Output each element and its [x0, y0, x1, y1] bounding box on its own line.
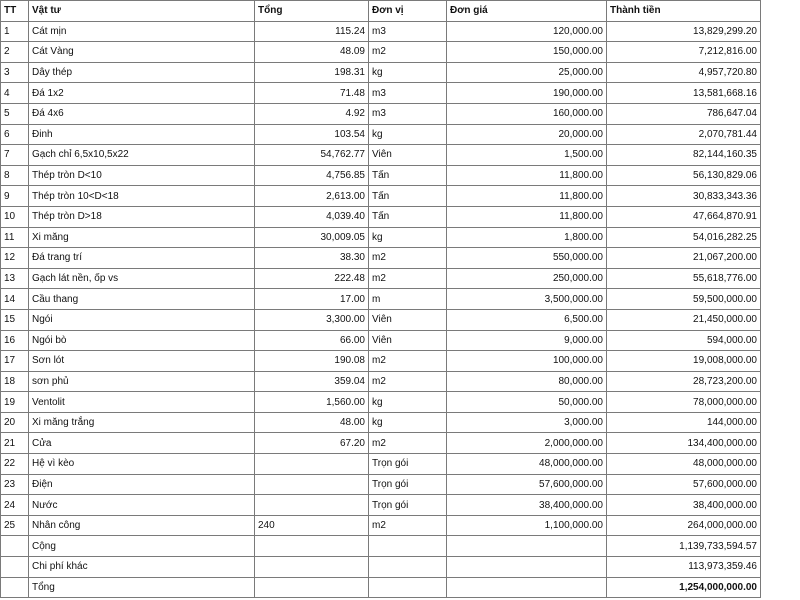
- cell-amount[interactable]: 594,000.00: [607, 330, 761, 351]
- cell-unit-price[interactable]: 3,500,000.00: [447, 289, 607, 310]
- cell-unit-price[interactable]: 190,000.00: [447, 83, 607, 104]
- cell-unit[interactable]: Tấn: [369, 206, 447, 227]
- cell-unit-price[interactable]: 1,800.00: [447, 227, 607, 248]
- cell-unit[interactable]: m2: [369, 371, 447, 392]
- cell-unit[interactable]: Viên: [369, 309, 447, 330]
- cell-amount[interactable]: 13,581,668.16: [607, 83, 761, 104]
- cell-tt[interactable]: 4: [1, 83, 29, 104]
- cell-quantity[interactable]: [255, 577, 369, 598]
- cell-material[interactable]: Thép tròn D<10: [29, 165, 255, 186]
- cell-amount[interactable]: 54,016,282.25: [607, 227, 761, 248]
- summary-amount[interactable]: 1,139,733,594.57: [607, 536, 761, 557]
- cell-unit-price[interactable]: 3,000.00: [447, 412, 607, 433]
- summary-label[interactable]: Cộng: [29, 536, 255, 557]
- cell-quantity[interactable]: [255, 495, 369, 516]
- table-row: [1, 206, 761, 227]
- cell-quantity[interactable]: 66.00: [255, 330, 369, 351]
- cell-unit[interactable]: kg: [369, 392, 447, 413]
- cell-amount[interactable]: 264,000,000.00: [607, 515, 761, 536]
- cell-unit-price[interactable]: 11,800.00: [447, 206, 607, 227]
- cell-unit-price[interactable]: 1,500.00: [447, 145, 607, 166]
- cell-unit-price[interactable]: 100,000.00: [447, 351, 607, 372]
- table-row: [1, 289, 761, 310]
- cell-unit[interactable]: m2: [369, 515, 447, 536]
- table-row: [1, 62, 761, 83]
- cell-amount[interactable]: 56,130,829.06: [607, 165, 761, 186]
- summary-row: [1, 577, 761, 598]
- cell-unit-price[interactable]: 120,000.00: [447, 21, 607, 42]
- table-row: [1, 330, 761, 351]
- cell-material[interactable]: Nước: [29, 495, 255, 516]
- cell-amount[interactable]: 28,723,200.00: [607, 371, 761, 392]
- cell-material[interactable]: Thép tròn D>18: [29, 206, 255, 227]
- cell-unit-price[interactable]: 6,500.00: [447, 309, 607, 330]
- cell-tt[interactable]: 3: [1, 62, 29, 83]
- cell-amount[interactable]: 19,008,000.00: [607, 351, 761, 372]
- page-edge: [784, 0, 800, 600]
- cell-material[interactable]: Xi măng trắng: [29, 412, 255, 433]
- cell-tt[interactable]: 12: [1, 248, 29, 269]
- cell-unit[interactable]: Trọn gói: [369, 474, 447, 495]
- cell-quantity[interactable]: 38.30: [255, 248, 369, 269]
- header-unit-price[interactable]: Đơn giá: [447, 1, 607, 22]
- cell-unit-price[interactable]: 11,800.00: [447, 186, 607, 207]
- cell-quantity[interactable]: [255, 536, 369, 557]
- cell-amount[interactable]: 47,664,870.91: [607, 206, 761, 227]
- table-row: [1, 371, 761, 392]
- cell-material[interactable]: Ngói bò: [29, 330, 255, 351]
- table-row: [1, 227, 761, 248]
- summary-amount[interactable]: 1,254,000,000.00: [607, 577, 761, 598]
- cell-material[interactable]: Cầu thang: [29, 289, 255, 310]
- cell-tt[interactable]: 2: [1, 42, 29, 63]
- summary-amount[interactable]: 113,973,359.46: [607, 557, 761, 578]
- cell-unit[interactable]: m3: [369, 103, 447, 124]
- summary-row: [1, 536, 761, 557]
- cell-quantity[interactable]: 190.08: [255, 351, 369, 372]
- table-row: [1, 248, 761, 269]
- cell-tt[interactable]: 7: [1, 145, 29, 166]
- cell-amount[interactable]: 48,000,000.00: [607, 454, 761, 475]
- cell-tt[interactable]: 8: [1, 165, 29, 186]
- table-row: [1, 454, 761, 475]
- cell-quantity[interactable]: 17.00: [255, 289, 369, 310]
- cell-material[interactable]: Cát mịn: [29, 21, 255, 42]
- cell-amount[interactable]: 7,212,816.00: [607, 42, 761, 63]
- cell-unit[interactable]: Viên: [369, 145, 447, 166]
- cell-tt[interactable]: 14: [1, 289, 29, 310]
- cell-unit-price[interactable]: 9,000.00: [447, 330, 607, 351]
- header-unit[interactable]: Đơn vị: [369, 1, 447, 22]
- cell-unit[interactable]: Trọn gói: [369, 495, 447, 516]
- cell-material[interactable]: Nhân công: [29, 515, 255, 536]
- cell-tt[interactable]: 11: [1, 227, 29, 248]
- cell-unit[interactable]: m2: [369, 268, 447, 289]
- cell-unit-price[interactable]: 20,000.00: [447, 124, 607, 145]
- table-row: [1, 392, 761, 413]
- cell-quantity[interactable]: [255, 454, 369, 475]
- cell-material[interactable]: Gạch chỉ 6,5x10,5x22: [29, 145, 255, 166]
- cell-unit-price[interactable]: [447, 536, 607, 557]
- header-material[interactable]: Vật tư: [29, 1, 255, 22]
- header-quantity[interactable]: Tổng: [255, 1, 369, 22]
- cell-amount[interactable]: 82,144,160.35: [607, 145, 761, 166]
- cell-unit[interactable]: m2: [369, 351, 447, 372]
- table-row: [1, 21, 761, 42]
- cell-tt[interactable]: 10: [1, 206, 29, 227]
- header-amount[interactable]: Thành tiền: [607, 1, 761, 22]
- cell-tt[interactable]: [1, 557, 29, 578]
- cell-tt[interactable]: 21: [1, 433, 29, 454]
- cell-unit-price[interactable]: 57,600,000.00: [447, 474, 607, 495]
- cell-tt[interactable]: 13: [1, 268, 29, 289]
- cell-material[interactable]: Dây thép: [29, 62, 255, 83]
- cell-quantity[interactable]: 222.48: [255, 268, 369, 289]
- cell-unit[interactable]: m2: [369, 248, 447, 269]
- table-row: [1, 351, 761, 372]
- cell-unit[interactable]: [369, 577, 447, 598]
- cell-amount[interactable]: 38,400,000.00: [607, 495, 761, 516]
- cell-unit[interactable]: Tấn: [369, 165, 447, 186]
- cell-unit-price[interactable]: 150,000.00: [447, 42, 607, 63]
- table-row: [1, 186, 761, 207]
- cell-unit[interactable]: kg: [369, 412, 447, 433]
- cell-unit-price[interactable]: 160,000.00: [447, 103, 607, 124]
- cell-quantity[interactable]: 67.20: [255, 433, 369, 454]
- cell-quantity[interactable]: 4,756.85: [255, 165, 369, 186]
- cell-quantity[interactable]: 4.92: [255, 103, 369, 124]
- cell-unit-price[interactable]: 25,000.00: [447, 62, 607, 83]
- cell-quantity[interactable]: 54,762.77: [255, 145, 369, 166]
- cell-quantity[interactable]: 3,300.00: [255, 309, 369, 330]
- cell-material[interactable]: Gạch lát nền, ốp vs: [29, 268, 255, 289]
- cell-unit-price[interactable]: 38,400,000.00: [447, 495, 607, 516]
- table-row: [1, 145, 761, 166]
- table-row: [1, 42, 761, 63]
- table-row: [1, 433, 761, 454]
- cell-amount[interactable]: 4,957,720.80: [607, 62, 761, 83]
- cell-tt[interactable]: 23: [1, 474, 29, 495]
- cell-quantity[interactable]: 2,613.00: [255, 186, 369, 207]
- cell-tt[interactable]: 18: [1, 371, 29, 392]
- cell-unit-price[interactable]: 1,100,000.00: [447, 515, 607, 536]
- cell-amount[interactable]: 59,500,000.00: [607, 289, 761, 310]
- cell-quantity[interactable]: 240: [255, 515, 369, 536]
- cell-tt[interactable]: 1: [1, 21, 29, 42]
- cell-tt[interactable]: 6: [1, 124, 29, 145]
- cell-unit[interactable]: m3: [369, 83, 447, 104]
- cell-amount[interactable]: 57,600,000.00: [607, 474, 761, 495]
- table-row: [1, 474, 761, 495]
- cell-amount[interactable]: 30,833,343.36: [607, 186, 761, 207]
- cell-tt[interactable]: [1, 536, 29, 557]
- cell-unit-price[interactable]: [447, 557, 607, 578]
- summary-label[interactable]: Chi phí khác: [29, 557, 255, 578]
- cell-amount[interactable]: 13,829,299.20: [607, 21, 761, 42]
- cell-amount[interactable]: 21,450,000.00: [607, 309, 761, 330]
- table-row: [1, 309, 761, 330]
- cell-tt[interactable]: 25: [1, 515, 29, 536]
- header-row: [1, 1, 761, 22]
- cell-unit-price[interactable]: 11,800.00: [447, 165, 607, 186]
- cell-unit[interactable]: [369, 557, 447, 578]
- cell-material[interactable]: Thép tròn 10<D<18: [29, 186, 255, 207]
- cell-tt[interactable]: 15: [1, 309, 29, 330]
- cell-quantity[interactable]: 48.00: [255, 412, 369, 433]
- cell-quantity[interactable]: [255, 474, 369, 495]
- cell-tt[interactable]: 16: [1, 330, 29, 351]
- cell-tt[interactable]: 5: [1, 103, 29, 124]
- cell-unit-price[interactable]: 250,000.00: [447, 268, 607, 289]
- cell-unit[interactable]: Trọn gói: [369, 454, 447, 475]
- cell-material[interactable]: Hệ vì kèo: [29, 454, 255, 475]
- cell-material[interactable]: Đá 4x6: [29, 103, 255, 124]
- cell-tt[interactable]: 9: [1, 186, 29, 207]
- cell-material[interactable]: Sơn lót: [29, 351, 255, 372]
- summary-label[interactable]: Tổng: [29, 577, 255, 598]
- cell-quantity[interactable]: [255, 557, 369, 578]
- cell-tt[interactable]: 22: [1, 454, 29, 475]
- cell-tt[interactable]: 24: [1, 495, 29, 516]
- cell-tt[interactable]: 19: [1, 392, 29, 413]
- cell-unit-price[interactable]: 48,000,000.00: [447, 454, 607, 475]
- cell-amount[interactable]: 78,000,000.00: [607, 392, 761, 413]
- cell-unit[interactable]: m: [369, 289, 447, 310]
- cell-quantity[interactable]: 359.04: [255, 371, 369, 392]
- cell-material[interactable]: Xi măng: [29, 227, 255, 248]
- cell-quantity[interactable]: 30,009.05: [255, 227, 369, 248]
- cell-unit-price[interactable]: [447, 577, 607, 598]
- cell-unit[interactable]: m2: [369, 42, 447, 63]
- cell-material[interactable]: sơn phủ: [29, 371, 255, 392]
- cell-unit-price[interactable]: 550,000.00: [447, 248, 607, 269]
- cell-amount[interactable]: 21,067,200.00: [607, 248, 761, 269]
- table-row: [1, 103, 761, 124]
- cell-quantity[interactable]: 1,560.00: [255, 392, 369, 413]
- table-row: [1, 515, 761, 536]
- cell-material[interactable]: Đá 1x2: [29, 83, 255, 104]
- cell-quantity[interactable]: 198.31: [255, 62, 369, 83]
- cell-material[interactable]: Đá trang trí: [29, 248, 255, 269]
- cell-material[interactable]: Cửa: [29, 433, 255, 454]
- table-row: [1, 83, 761, 104]
- cell-unit-price[interactable]: 2,000,000.00: [447, 433, 607, 454]
- table-row: [1, 412, 761, 433]
- cell-tt[interactable]: 20: [1, 412, 29, 433]
- table-body: [1, 21, 761, 598]
- cell-material[interactable]: Đinh: [29, 124, 255, 145]
- cell-amount[interactable]: 786,647.04: [607, 103, 761, 124]
- cell-unit[interactable]: kg: [369, 124, 447, 145]
- cell-unit-price[interactable]: 50,000.00: [447, 392, 607, 413]
- cell-unit[interactable]: Tấn: [369, 186, 447, 207]
- cell-unit[interactable]: [369, 536, 447, 557]
- cell-unit-price[interactable]: 80,000.00: [447, 371, 607, 392]
- cell-material[interactable]: Cát Vàng: [29, 42, 255, 63]
- table-row: [1, 124, 761, 145]
- cell-material[interactable]: Ngói: [29, 309, 255, 330]
- cell-amount[interactable]: 144,000.00: [607, 412, 761, 433]
- table-row: [1, 268, 761, 289]
- table-row: [1, 165, 761, 186]
- summary-row: [1, 557, 761, 578]
- cell-unit[interactable]: Viên: [369, 330, 447, 351]
- cell-tt[interactable]: [1, 577, 29, 598]
- cell-unit[interactable]: m3: [369, 21, 447, 42]
- cell-quantity[interactable]: 48.09: [255, 42, 369, 63]
- cell-quantity[interactable]: 71.48: [255, 83, 369, 104]
- cell-amount[interactable]: 134,400,000.00: [607, 433, 761, 454]
- header-tt[interactable]: TT: [1, 1, 29, 22]
- table-row: [1, 495, 761, 516]
- cell-material[interactable]: Điện: [29, 474, 255, 495]
- cell-unit[interactable]: m2: [369, 433, 447, 454]
- cell-material[interactable]: Ventolit: [29, 392, 255, 413]
- cell-quantity[interactable]: 115.24: [255, 21, 369, 42]
- cell-quantity[interactable]: 103.54: [255, 124, 369, 145]
- cell-amount[interactable]: 2,070,781.44: [607, 124, 761, 145]
- cell-tt[interactable]: 17: [1, 351, 29, 372]
- cell-unit[interactable]: kg: [369, 227, 447, 248]
- cell-unit[interactable]: kg: [369, 62, 447, 83]
- cell-amount[interactable]: 55,618,776.00: [607, 268, 761, 289]
- cell-quantity[interactable]: 4,039.40: [255, 206, 369, 227]
